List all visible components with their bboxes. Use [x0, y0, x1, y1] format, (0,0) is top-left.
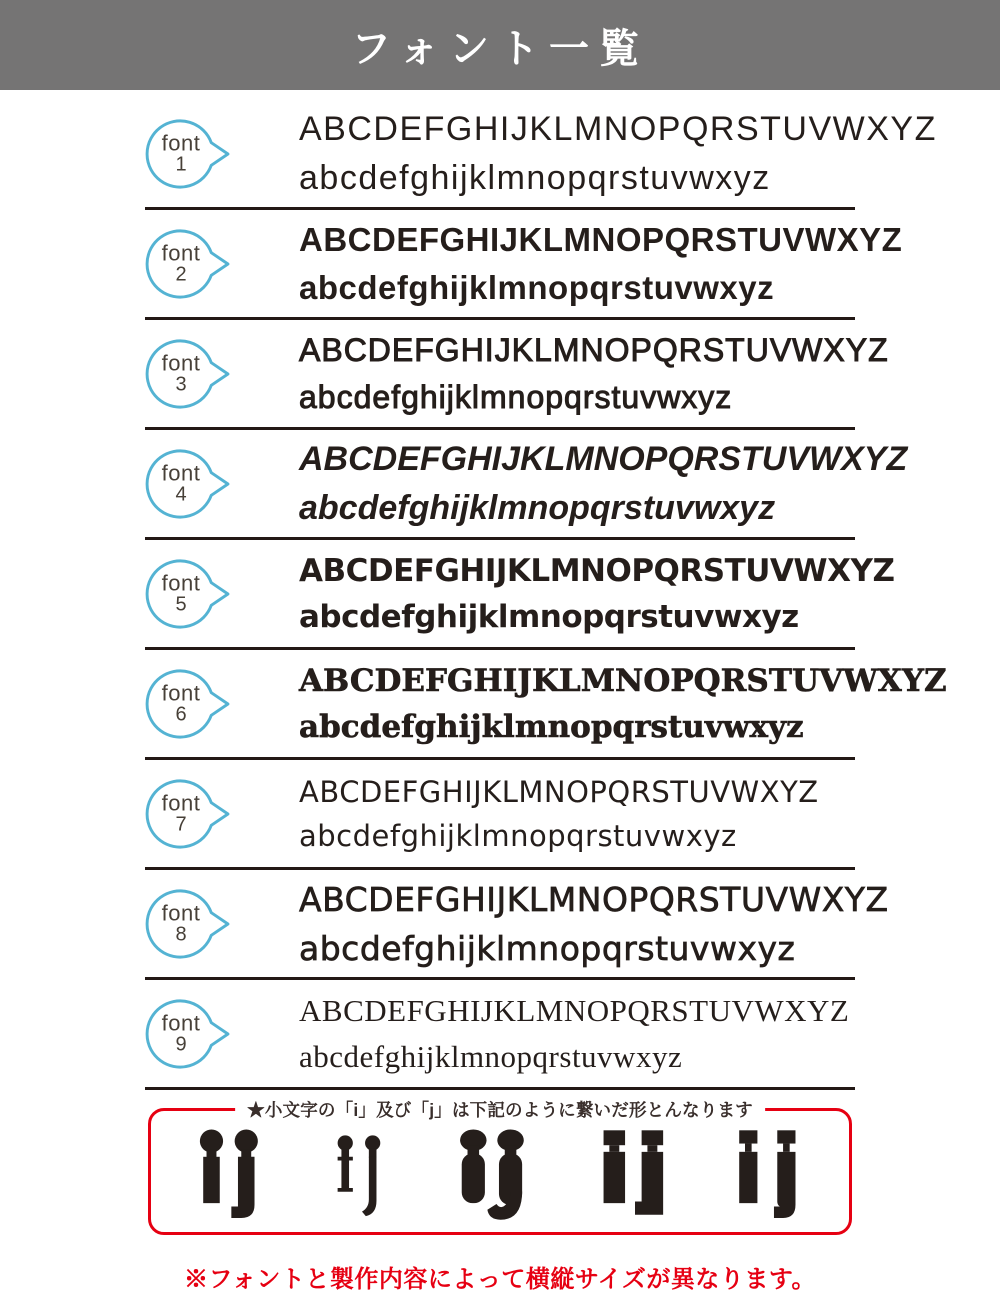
font-row-1 — [145, 100, 937, 210]
font-9-badge — [145, 997, 233, 1071]
uppercase-sample: ABCDEFGHIJKLMNOPQRSTUVWXYZ — [299, 662, 947, 699]
font-2-badge — [145, 227, 233, 301]
ij-glyph-square-stencil-icon — [587, 1127, 683, 1223]
font-row-4 — [145, 430, 908, 540]
badge-font-label: font — [161, 570, 201, 596]
lowercase-sample: abcdefghijklmnopqrstuvwxyz — [299, 378, 733, 415]
font-row-2 — [145, 210, 903, 320]
ij-samples-row — [151, 1111, 849, 1223]
font-3-badge — [145, 337, 233, 411]
badge-font-label: font — [161, 460, 201, 486]
lowercase-sample: abcdefghijklmnopqrstuvwxyz — [299, 598, 799, 635]
lowercase-sample: abcdefghijklmnopqrstuvwxyz — [299, 268, 775, 306]
lowercase-sample: abcdefghijklmnopqrstuvwxyz — [299, 158, 771, 197]
ij-note-caption: ★小文字の「i」及び「j」は下記のように繋いだ形とんなります — [235, 1097, 765, 1122]
uppercase-sample: ABCDEFGHIJKLMNOPQRSTUVWXYZ — [299, 439, 908, 478]
font-2-sample — [299, 221, 902, 307]
ij-glyph-serif-icon — [322, 1127, 402, 1223]
badge-font-label: font — [161, 1010, 201, 1036]
font-6-badge — [145, 667, 233, 741]
font-row-5 — [145, 540, 895, 650]
ij-glyph-cooper-black-icon — [444, 1127, 544, 1223]
font-4-badge — [145, 447, 233, 521]
uppercase-sample: ABCDEFGHIJKLMNOPQRSTUVWXYZ — [299, 109, 937, 148]
font-3-sample — [299, 332, 889, 416]
font-4-sample — [299, 440, 907, 528]
ij-note-box — [148, 1100, 852, 1235]
uppercase-sample: ABCDEFGHIJKLMNOPQRSTUVWXYZ — [299, 331, 889, 368]
font-5-sample — [299, 553, 894, 635]
badge-font-label: font — [161, 900, 201, 926]
uppercase-sample: ABCDEFGHIJKLMNOPQRSTUVWXYZ — [299, 992, 850, 1028]
font-row-7 — [145, 760, 855, 870]
badge-font-number: 7 — [175, 813, 187, 836]
font-8-sample — [299, 880, 889, 968]
badge-font-label: font — [161, 130, 201, 156]
lowercase-sample: abcdefghijklmnopqrstuvwxyz — [299, 488, 776, 527]
badge-font-number: 5 — [175, 593, 187, 616]
font-9-sample — [299, 993, 849, 1075]
uppercase-sample: ABCDEFGHIJKLMNOPQRSTUVWXYZ — [299, 774, 819, 809]
font-1-sample — [299, 110, 937, 198]
badge-font-number: 2 — [175, 263, 187, 286]
font-row-8 — [145, 870, 889, 980]
font-row-3 — [145, 320, 889, 430]
ij-glyph-square-round-icon — [725, 1127, 813, 1223]
badge-font-label: font — [161, 240, 201, 266]
badge-font-label: font — [161, 790, 201, 816]
font-6-sample — [299, 663, 947, 745]
size-warning-text: ※フォントと製作内容によって横縦サイズが異なります。 — [184, 1266, 816, 1293]
font-8-badge — [145, 887, 233, 961]
font-row-6 — [145, 650, 947, 760]
ij-glyph-sans-bold-icon — [187, 1127, 279, 1223]
uppercase-sample: ABCDEFGHIJKLMNOPQRSTUVWXYZ — [299, 552, 895, 589]
page-header — [0, 0, 1000, 90]
badge-font-label: font — [161, 680, 201, 706]
badge-font-number: 8 — [175, 923, 187, 946]
page-title: フォント一覧 — [351, 26, 649, 71]
font-row-9 — [145, 980, 855, 1090]
font-5-badge — [145, 557, 233, 631]
lowercase-sample: abcdefghijklmnopqrstuvwxyz — [299, 1038, 683, 1074]
font-list — [145, 100, 947, 1294]
font-7-badge — [145, 777, 233, 851]
uppercase-sample: ABCDEFGHIJKLMNOPQRSTUVWXYZ — [299, 220, 903, 258]
lowercase-sample: abcdefghijklmnopqrstuvwxyz — [299, 708, 804, 745]
uppercase-sample: ABCDEFGHIJKLMNOPQRSTUVWXYZ — [299, 879, 889, 919]
lowercase-sample: abcdefghijklmnopqrstuvwxyz — [299, 928, 796, 968]
badge-font-label: font — [161, 350, 201, 376]
font-7-sample — [299, 775, 819, 853]
badge-font-number: 3 — [175, 373, 187, 396]
lowercase-sample: abcdefghijklmnopqrstuvwxyz — [299, 818, 737, 853]
badge-font-number: 6 — [175, 703, 187, 726]
badge-font-number: 1 — [175, 153, 187, 176]
font-1-badge — [145, 117, 233, 191]
badge-font-number: 4 — [175, 483, 187, 506]
badge-font-number: 9 — [175, 1033, 187, 1056]
